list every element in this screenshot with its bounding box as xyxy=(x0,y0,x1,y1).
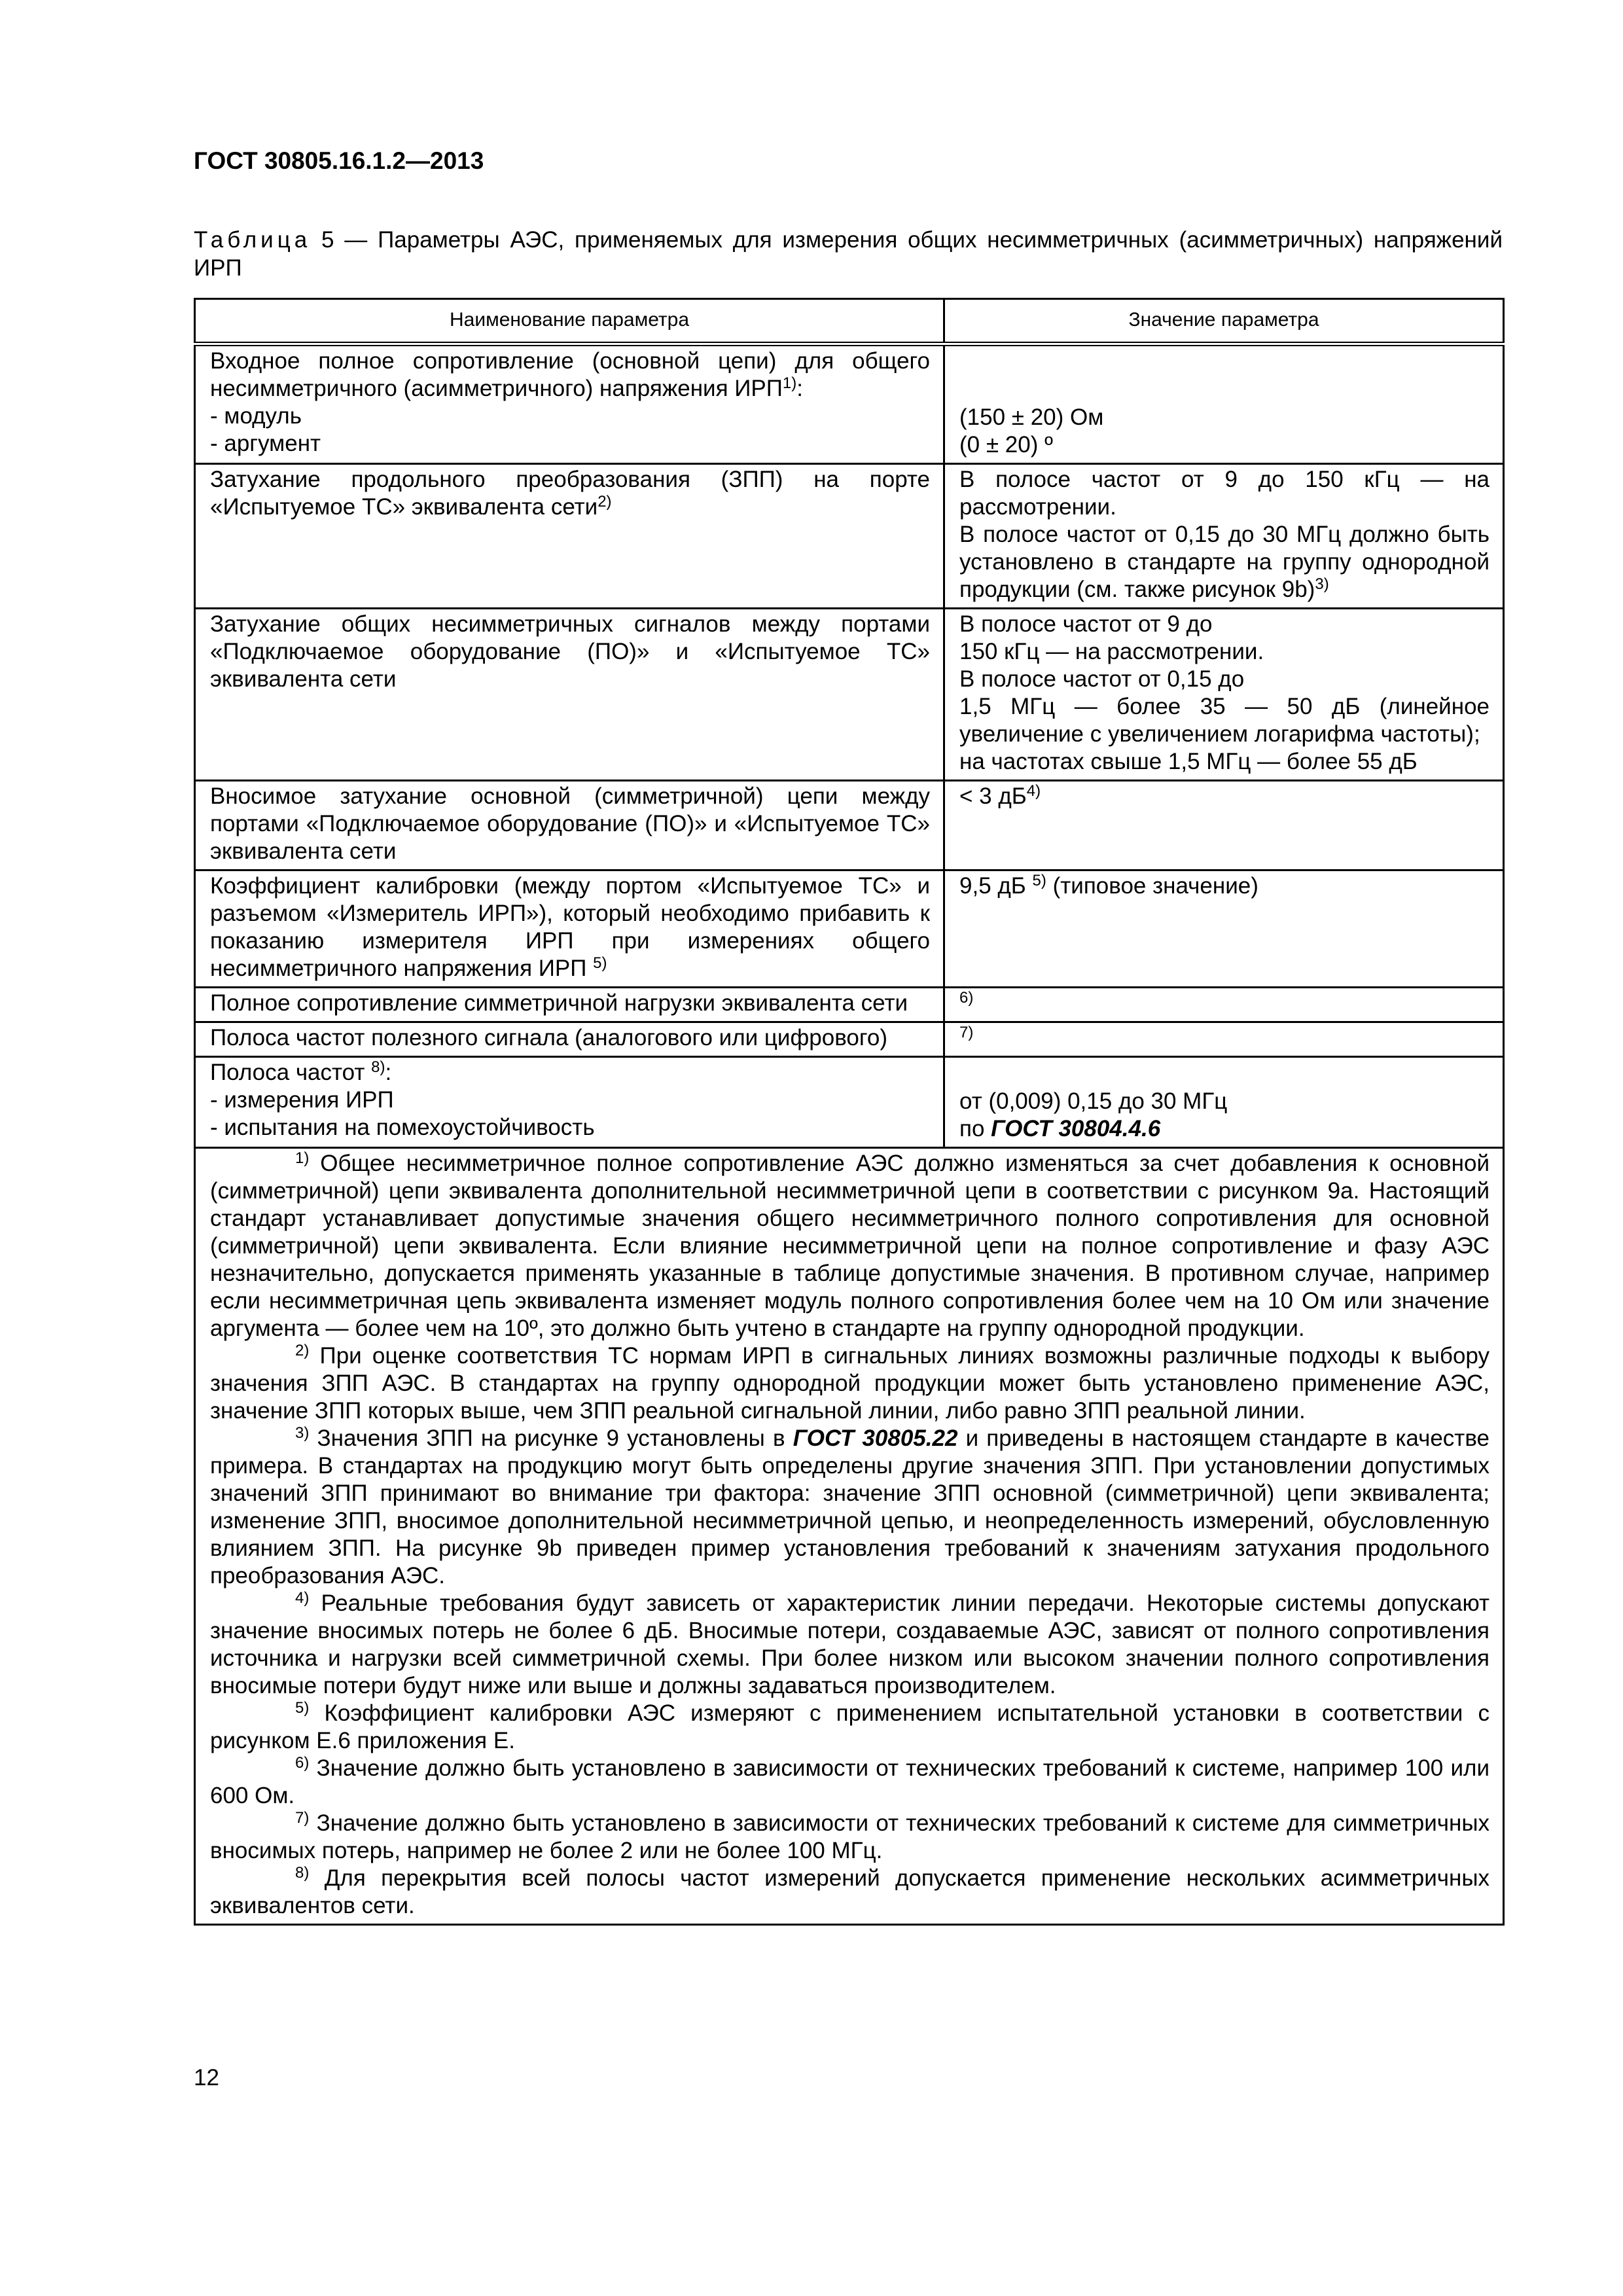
standard-reference: ГОСТ 30805.22 xyxy=(793,1426,958,1451)
document-header: ГОСТ 30805.16.1.2—2013 xyxy=(194,147,484,174)
value-text: (150 ± 20) Ом xyxy=(959,404,1104,430)
value-text: 150 кГц — на рассмотрении. xyxy=(959,639,1264,664)
footnote-ref: 5) xyxy=(593,954,607,972)
table-header-row xyxy=(195,299,1504,344)
footnote-text: Значение должно быть установлено в зависимости от технических требований к системе, например 100 или 600 Ом. xyxy=(210,1755,1489,1808)
footnote-mark: 5) xyxy=(295,1699,310,1717)
value-text: по xyxy=(959,1116,991,1141)
footnote-ref: 2) xyxy=(597,493,612,511)
footnote xyxy=(210,1590,1489,1700)
param-subitem: - испытания на помехоустойчивость xyxy=(210,1115,595,1140)
param-text: : xyxy=(385,1060,392,1085)
value-text: на частотах свыше 1,5 МГц — более 55 дБ xyxy=(959,749,1418,774)
footnotes-cell xyxy=(195,1148,1504,1925)
table-row xyxy=(195,609,1504,781)
column-header-parameter: Наименование параметра xyxy=(195,299,944,344)
footnote xyxy=(210,1700,1489,1755)
footnote-text: Общее несимметричное полное сопротивление АЭС должно изменяться за счет добавления к основной (симметричной) цепи эквивалента дополнительной несимметричной цепи в соответствии с рисунком 9а. Настоящий стандарт устанавливает допустимые значения общего несимметричного полного сопротивления для основной (симметричной) цепи эквивалента. Если влияние несимметричной цепи на полное сопротивление и фазу АЭС незначительно, допускается применять указанные в таблице допустимые значения. В противном случае, например если несимметричная цепь эквивалента изменяет модуль полного сопротивления более чем на 10 Ом или значение аргумента — более чем на 10º, это должно быть учтено в стандарте на группу однородной продукции. xyxy=(210,1151,1489,1341)
value-text: от (0,009) 0,15 до 30 МГц xyxy=(959,1088,1228,1114)
value-cell xyxy=(944,870,1504,988)
value-text: В полосе частот от 0,15 до xyxy=(959,666,1245,692)
footnote xyxy=(210,1810,1489,1865)
page-number: 12 xyxy=(194,2065,219,2090)
table-row xyxy=(195,344,1504,464)
standard-reference: ГОСТ 30804.4.6 xyxy=(991,1116,1161,1141)
caption-label: Таблица xyxy=(194,227,312,253)
footnote-text: Значения ЗПП на рисунке 9 установлены в xyxy=(309,1426,793,1451)
value-text: (0 ± 20) º xyxy=(959,432,1053,457)
value-text xyxy=(959,1115,1489,1143)
footnote-mark: 8) xyxy=(295,1864,310,1882)
param-cell: Вносимое затухание основной (симметричной) цепи между портами «Подключаемое оборудование (ПО)» и «Испытуемое ТС» эквивалента сети xyxy=(195,781,944,870)
param-text: Полоса частот xyxy=(210,1060,365,1085)
value-text: 1,5 МГц — более 35 — 50 дБ (линейное увеличение с увеличением логарифма частоты); xyxy=(959,694,1489,747)
value-cell xyxy=(944,988,1504,1022)
footnote-text: Значение должно быть установлено в зависимости от технических требований к системе для симметричных вносимых потерь, например не более 2 или не более 100 МГц. xyxy=(210,1810,1489,1863)
caption-text: 5 — Параметры АЭС, применяемых для измерения общих несимметричных (асимметричных) напряжений ИРП xyxy=(194,227,1503,281)
param-cell: Полоса частот полезного сигнала (аналогового или цифрового) xyxy=(195,1022,944,1057)
param-cell xyxy=(195,1057,944,1148)
footnote-mark: 4) xyxy=(295,1589,310,1607)
param-subitem: - измерения ИРП xyxy=(210,1087,394,1113)
value-text: В полосе частот от 0,15 до 30 МГц должно быть установлено в стандарте на группу однородной продукции (см. также рисунок 9b) xyxy=(959,522,1489,602)
param-cell: Затухание общих несимметричных сигналов между портами «Подключаемое оборудование (ПО)» и «Испытуемое ТС» эквивалента сети xyxy=(195,609,944,781)
footnote xyxy=(210,1342,1489,1425)
footnote xyxy=(210,1150,1489,1342)
param-text: Затухание продольного преобразования (ЗПП) на порте «Испытуемое ТС» эквивалента сети xyxy=(210,467,930,520)
footnotes-row xyxy=(195,1148,1504,1925)
column-header-value: Значение параметра xyxy=(944,299,1504,344)
footnote-mark: 3) xyxy=(295,1424,310,1442)
parameters-table xyxy=(194,298,1505,1926)
footnote-text: и приведены в настоящем стандарте в качестве примера. В стандартах на продукцию могут быть определены другие значения ЗПП. При установлении допустимых значений ЗПП принимают во внимание три фактора: значение ЗПП основной (симметричной) цепи эквивалента; изменение ЗПП, вносимое дополнительной несимметричной цепью, и неопределенность измерений, обусловленную влиянием ЗПП. На рисунке 9b приведен пример установления требований к значениям затухания продольного преобразования АЭС. xyxy=(210,1426,1489,1588)
footnote-ref: 8) xyxy=(371,1058,385,1076)
value-text: 9,5 дБ xyxy=(959,873,1026,899)
param-text: : xyxy=(796,376,803,401)
footnote-ref: 5) xyxy=(1032,872,1046,889)
table-row xyxy=(195,1022,1504,1057)
table-row xyxy=(195,1057,1504,1148)
footnote xyxy=(210,1755,1489,1810)
param-cell xyxy=(195,344,944,464)
footnote-text: Для перекрытия всей полосы частот измерений допускается применение нескольких асимметричных эквивалентов сети. xyxy=(210,1865,1489,1918)
value-text: (типовое значение) xyxy=(1046,873,1258,899)
param-text: Коэффициент калибровки (между портом «Испытуемое ТС» и разъемом «Измеритель ИРП»), который необходимо прибавить к показанию измерителя ИРП при измерениях общего несимметричного напряжения ИРП xyxy=(210,873,930,981)
value-cell xyxy=(944,1057,1504,1148)
footnote-ref: 1) xyxy=(782,374,797,392)
footnote-mark: 7) xyxy=(295,1809,310,1827)
footnote-ref: 4) xyxy=(1026,782,1041,800)
footnote-text: При оценке соответствия ТС нормам ИРП в сигнальных линиях возможны различные подходы к выбору значения ЗПП АЭС. В стандартах на группу однородной продукции может быть установлено применение АЭС, значение ЗПП которых выше, чем ЗПП реальной сигнальной линии, либо равно ЗПП реальной линии. xyxy=(210,1343,1489,1424)
table-row xyxy=(195,464,1504,609)
param-text: Входное полное сопротивление (основной цепи) для общего несимметричного (асимметричного) напряжения ИРП xyxy=(210,348,930,401)
footnote-ref: 7) xyxy=(959,1024,974,1041)
table-row xyxy=(195,988,1504,1022)
param-cell: Полное сопротивление симметричной нагрузки эквивалента сети xyxy=(195,988,944,1022)
value-cell xyxy=(944,1022,1504,1057)
param-cell xyxy=(195,464,944,609)
param-subitem: - аргумент xyxy=(210,431,321,456)
table-caption xyxy=(194,226,1503,282)
value-cell xyxy=(944,464,1504,609)
param-subitem: - модуль xyxy=(210,403,302,429)
footnote-ref: 3) xyxy=(1315,575,1329,593)
footnote-mark: 1) xyxy=(295,1149,310,1167)
value-cell xyxy=(944,781,1504,870)
table-row xyxy=(195,870,1504,988)
footnote xyxy=(210,1865,1489,1920)
param-cell xyxy=(195,870,944,988)
value-cell xyxy=(944,344,1504,464)
value-text: В полосе частот от 9 до xyxy=(959,611,1213,637)
value-cell xyxy=(944,609,1504,781)
footnote-text: Коэффициент калибровки АЭС измеряют с применением испытательной установки в соответствии с рисунком Е.6 приложения Е. xyxy=(210,1700,1489,1753)
footnote-text: Реальные требования будут зависеть от характеристик линии передачи. Некоторые системы допускают значение вносимых потерь не более 6 дБ. Вносимые потери, создаваемые АЭС, зависят от полного сопротивления источника и нагрузки всей симметричной схемы. При более низком или высоком значении полного сопротивления вносимые потери будут ниже или выше и должны задаваться производителем. xyxy=(210,1590,1489,1698)
table-row xyxy=(195,781,1504,870)
footnote-mark: 6) xyxy=(295,1754,310,1772)
footnote-mark: 2) xyxy=(295,1342,310,1359)
footnote xyxy=(210,1425,1489,1590)
value-text: В полосе частот от 9 до 150 кГц — на рассмотрении. xyxy=(959,467,1489,520)
footnote-ref: 6) xyxy=(959,989,974,1007)
value-text: < 3 дБ xyxy=(959,783,1027,809)
